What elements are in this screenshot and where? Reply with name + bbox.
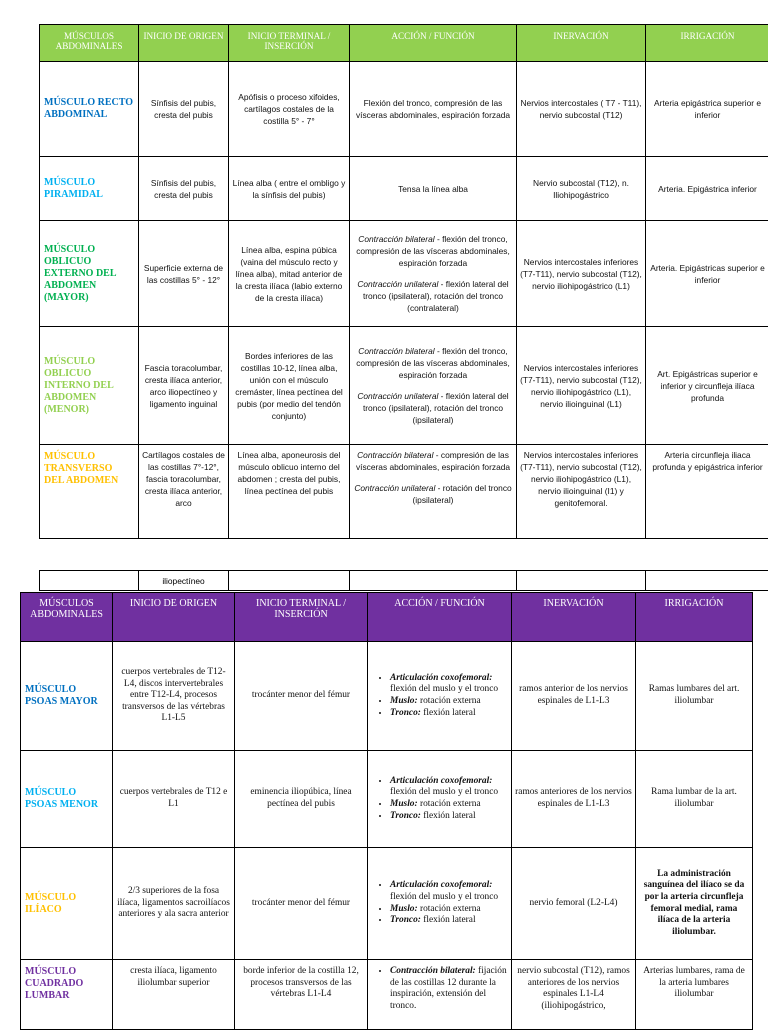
table-row <box>21 960 753 1030</box>
table-row <box>21 642 753 751</box>
table-header-row <box>40 25 768 62</box>
origin-cell: Superficie externa de las costillas 5° - 12° <box>139 221 229 327</box>
artery-cell: La administración sanguínea del ilíaco se da por la arteria circunfleja femoral medial, rama ilíaca de la arteria iliolumbar. <box>636 848 753 960</box>
action-text: fijación de las costillas 12 durante la inspiración, extensión del tronco. <box>390 966 507 1011</box>
insertion-cell: Apófisis o proceso xifoides, cartílagos costales de la costilla 5° - 7° <box>229 62 350 157</box>
muscle-name: MÚSCULO OBLICUO INTERNO DEL ABDOMEN (MENOR) <box>40 327 139 445</box>
header-cell: MÚSCULOS ABDOMINALES <box>40 25 139 62</box>
header-cell: IRRIGACIÓN <box>646 25 768 62</box>
muscle-name: MÚSCULO OBLICUO EXTERNO DEL ABDOMEN (MAYOR) <box>40 221 139 327</box>
artery-cell: Art. Epigástricas superior e inferior y circunfleja ilíaca profunda <box>646 327 768 445</box>
action-text: flexión lateral <box>421 811 476 821</box>
action-text: rotación externa <box>418 696 481 706</box>
muscle-name: MÚSCULO RECTO ABDOMINAL <box>40 62 139 157</box>
table-row <box>40 157 768 221</box>
action-cell: Flexión del tronco, compresión de las vísceras abdominales, espiración forzada <box>350 62 517 157</box>
table-row <box>40 221 768 327</box>
action-text: - rotación del tronco (ipsilateral) <box>413 483 512 505</box>
nerve-cell: ramos anterior de los nervios espinales de L1-L3 <box>512 642 636 751</box>
action-cell: Tensa la línea alba <box>350 157 517 221</box>
action-text: - flexión lateral del tronco (ipsilateral), rotación del tronco (contralateral) <box>363 279 509 313</box>
action-lead: Articulación coxofemoral: <box>390 776 492 786</box>
action-text: flexión del muslo y el tronco <box>390 684 498 694</box>
action-text: rotación externa <box>418 904 481 914</box>
muscle-name: MÚSCULO CUADRADO LUMBAR <box>21 960 113 1030</box>
table-row <box>40 571 768 591</box>
insertion-cell: Bordes inferiores de las costillas 10-12, línea alba, unión con el músculo cremáster, línea pectínea del pubis (por medio del tendón conjunto) <box>229 327 350 445</box>
action-cell <box>350 221 517 327</box>
nerve-cell: Nervios intercostales inferiores (T7-T11), nervio subcostal (T12), nervio iliohipogástrico (L1), nervio ilioinguinal (I1) y genitofemoral. <box>517 445 646 539</box>
header-cell: INICIO DE ORIGEN <box>113 593 235 642</box>
header-cell: IRRIGACIÓN <box>636 593 753 642</box>
action-text: flexión lateral <box>421 915 476 925</box>
action-lead: Tronco: <box>390 915 421 925</box>
nerve-cell: Nervios intercostales inferiores (T7-T11), nervio subcostal (T12), nervio iliohipogástrico (L1) <box>517 221 646 327</box>
empty-cell <box>229 571 350 591</box>
action-lead: Articulación coxofemoral: <box>390 880 492 890</box>
action-lead: Contracción unilateral <box>357 279 438 289</box>
table-header-row <box>21 593 753 642</box>
action-text: flexión del muslo y el tronco <box>390 892 498 902</box>
header-cell: ACCIÓN / FUNCIÓN <box>368 593 512 642</box>
nerve-cell: nervio femoral (L2-L4) <box>512 848 636 960</box>
continuation-row-table <box>39 570 768 591</box>
origin-cell: 2/3 superiores de la fosa ilíaca, ligamentos sacroilíacos anteriores y ala sacra anterior <box>113 848 235 960</box>
nerve-cell: Nervio subcostal (T12), n. Iliohipogástrico <box>517 157 646 221</box>
action-lead: Contracción bilateral <box>357 450 433 460</box>
insertion-cell: trocánter menor del fémur <box>235 848 368 960</box>
action-lead: Tronco: <box>390 708 421 718</box>
artery-cell: Arterias lumbares, rama de la arteria lumbares iliolumbar <box>636 960 753 1030</box>
action-text: flexión lateral <box>421 708 476 718</box>
action-cell <box>368 751 512 848</box>
muscle-name: MÚSCULO ILÍACO <box>21 848 113 960</box>
empty-cell <box>40 571 139 591</box>
muscle-name: MÚSCULO PIRAMIDAL <box>40 157 139 221</box>
empty-cell <box>646 571 768 591</box>
artery-cell: Arteria epigástrica superior e inferior <box>646 62 768 157</box>
table-row <box>40 445 768 539</box>
origin-cell: cresta ilíaca, ligamento iliolumbar superior <box>113 960 235 1030</box>
origin-cell: cuerpos vertebrales de T12 e L1 <box>113 751 235 848</box>
action-lead: Contracción bilateral: <box>390 966 476 976</box>
action-lead: Contracción bilateral <box>358 234 434 244</box>
psoas-muscles-table <box>20 592 753 1030</box>
action-cell <box>368 960 512 1030</box>
action-lead: Articulación coxofemoral: <box>390 673 492 683</box>
nerve-cell: Nervios intercostales ( T7 - T11), nervio subcostal (T12) <box>517 62 646 157</box>
action-text: flexión del muslo y el tronco <box>390 787 498 797</box>
header-cell: INICIO TERMINAL / INSERCIÓN <box>229 25 350 62</box>
nerve-cell: nervio subcostal (T12), ramos anteriores de los nervios espinales L1-L4 (iliohipogástrico, <box>512 960 636 1030</box>
action-lead: Tronco: <box>390 811 421 821</box>
table-row <box>21 751 753 848</box>
action-lead: Contracción unilateral <box>357 391 438 401</box>
artery-cell: Arteria. Epigástrica inferior <box>646 157 768 221</box>
action-text: - flexión del tronco, compresión de las vísceras abdominales, espiración forzada <box>356 234 510 268</box>
empty-cell <box>350 571 517 591</box>
nerve-cell: ramos anteriores de los nervios espinales de L1-L3 <box>512 751 636 848</box>
action-cell <box>350 327 517 445</box>
action-lead: Muslo: <box>390 799 418 809</box>
action-text: - compresión de las vísceras abdominales, espiración forzada <box>356 450 510 472</box>
insertion-cell: eminencia iliopúbica, línea pectínea del pubis <box>235 751 368 848</box>
origin-cell: Sínfisis del pubis, cresta del pubis <box>139 157 229 221</box>
muscle-name: MÚSCULO PSOAS MAYOR <box>21 642 113 751</box>
empty-cell <box>517 571 646 591</box>
muscle-name: MÚSCULO TRANSVERSO DEL ABDOMEN <box>40 445 139 539</box>
artery-cell: Arteria. Epigástricas superior e inferior <box>646 221 768 327</box>
table-row <box>40 327 768 445</box>
muscle-name: MÚSCULO PSOAS MENOR <box>21 751 113 848</box>
action-cell <box>368 848 512 960</box>
artery-cell: Arteria circunfleja iliaca profunda y epigástrica inferior <box>646 445 768 539</box>
action-lead: Muslo: <box>390 904 418 914</box>
header-cell: ACCIÓN / FUNCIÓN <box>350 25 517 62</box>
action-lead: Contracción bilateral <box>358 346 434 356</box>
insertion-cell: Línea alba, aponeurosis del músculo oblicuo interno del abdomen ; cresta del pubis, línea pectínea del pubis <box>229 445 350 539</box>
insertion-cell: Línea alba ( entre el ombligo y la sínfisis del pubis) <box>229 157 350 221</box>
action-lead: Muslo: <box>390 696 418 706</box>
artery-cell: Ramas lumbares del art. iliolumbar <box>636 642 753 751</box>
header-cell: INICIO DE ORIGEN <box>139 25 229 62</box>
origin-cell: cuerpos vertebrales de T12-L4, discos intervertebrales entre T12-L4, procesos transversos de las vértebras L1-L5 <box>113 642 235 751</box>
header-cell: INERVACIÓN <box>517 25 646 62</box>
origin-cell: Cartílagos costales de las costillas 7°-12°, fascia toracolumbar, cresta ilíaca anterior, arco <box>139 445 229 539</box>
header-cell: INICIO TERMINAL / INSERCIÓN <box>235 593 368 642</box>
action-lead: Contracción unilateral <box>354 483 435 493</box>
action-text: rotación externa <box>418 799 481 809</box>
action-text: - flexión lateral del tronco (ipsilateral), rotación del tronco (ipsilateral) <box>363 391 509 425</box>
action-cell <box>350 445 517 539</box>
nerve-cell: Nervios intercostales inferiores (T7-T11), nervio subcostal (T12), nervio iliohipogástrico (L1), nervio ilioinguinal (L1) <box>517 327 646 445</box>
header-cell: INERVACIÓN <box>512 593 636 642</box>
origin-continuation: iliopectíneo <box>139 571 229 591</box>
origin-cell: Fascia toracolumbar, cresta ilíaca anterior, arco iliopectíneo y ligamento inguinal <box>139 327 229 445</box>
header-cell: MÚSCULOS ABDOMINALES <box>21 593 113 642</box>
abdominal-muscles-table <box>39 24 768 539</box>
artery-cell: Rama lumbar de la art. iliolumbar <box>636 751 753 848</box>
origin-cell: Sínfisis del pubis, cresta del pubis <box>139 62 229 157</box>
table-row <box>40 62 768 157</box>
insertion-cell: trocánter menor del fémur <box>235 642 368 751</box>
table-row <box>21 848 753 960</box>
action-cell <box>368 642 512 751</box>
insertion-cell: borde inferior de la costilla 12, procesos transversos de las vértebras L1-L4 <box>235 960 368 1030</box>
action-text: - flexión del tronco, compresión de las vísceras abdominales, espiración forzada <box>356 346 510 380</box>
insertion-cell: Línea alba, espina púbica (vaina del músculo recto y línea alba), mitad anterior de la cresta ilíaca (labio externo de la cresta ilíaca) <box>229 221 350 327</box>
